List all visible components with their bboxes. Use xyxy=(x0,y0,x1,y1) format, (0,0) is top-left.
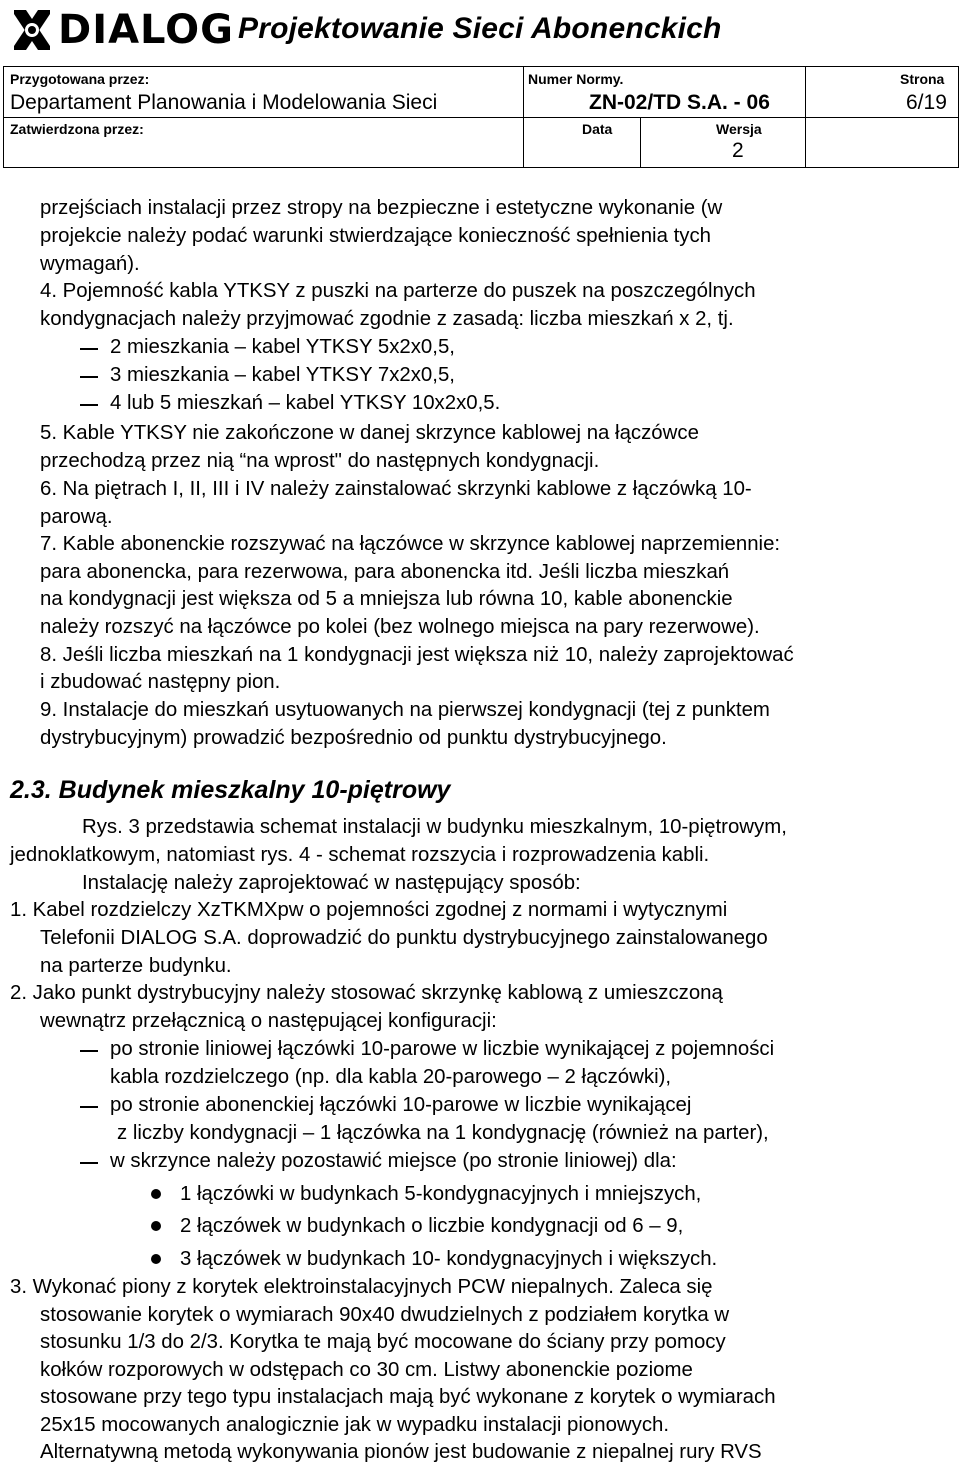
list-item: po stronie liniowej łączówki 10-parowe w liczbie wynikającej z pojemności xyxy=(110,1038,775,1060)
text-line: parową. xyxy=(40,506,113,528)
list-item: 4 lub 5 mieszkań – kabel YTKSY 10x2x0,5. xyxy=(110,392,501,414)
company-logo xyxy=(10,4,234,56)
text-line: 8. Jeśli liczba mieszkań na 1 kondygnacji jest większa niż 10, należy zaprojektować xyxy=(40,644,794,666)
text-line: jednoklatkowym, natomiast rys. 4 - schemat rozszycia i rozprowadzenia kabli. xyxy=(10,844,710,866)
list-item: w skrzynce należy pozostawić miejsce (po stronie liniowej) dla: xyxy=(110,1150,677,1172)
text-line: 6. Na piętrach I, II, III i IV należy zainstalować skrzynki kablowe z łączówką 10- xyxy=(40,478,752,500)
text-line: stosowanie korytek o wymiarach 90x40 dwudzielnych z podziałem korytka w xyxy=(40,1304,730,1326)
list-item: kabla rozdzielczego (np. dla kabla 20-parowego – 2 łączówki), xyxy=(110,1066,672,1088)
text-line: kondygnacjach należy przyjmować zgodnie z zasadą: liczba mieszkań x 2, tj. xyxy=(40,308,734,330)
text-line: wymagań). xyxy=(40,253,140,275)
section-heading: 2.3. Budynek mieszkalny 10-piętrowy xyxy=(10,776,451,804)
text-line: Alternatywną metodą wykonywania pionów jest budowanie z niepalnej rury RVS xyxy=(40,1441,762,1463)
text-line: 7. Kable abonenckie rozszywać na łączówce w skrzynce kablowej naprzemiennie: xyxy=(40,533,781,555)
text-line: 5. Kable YTKSY nie zakończone w danej skrzynce kablowej na łączówce xyxy=(40,422,699,444)
norm-number-label: Numer Normy. xyxy=(528,71,624,87)
dash-bullet-icon xyxy=(80,348,98,350)
text-line: projekcie należy podać warunki stwierdzające konieczność spełnienia tych xyxy=(40,225,711,247)
list-item: z liczby kondygnacji – 1 łączówka na 1 kondygnację (również na parter), xyxy=(117,1122,769,1144)
list-item: 1 łączówki w budynkach 5-kondygnacyjnych i mniejszych, xyxy=(180,1183,702,1205)
prepared-by-label: Przygotowana przez: xyxy=(10,71,150,87)
version-label: Wersja xyxy=(716,121,762,137)
date-label: Data xyxy=(582,121,613,137)
text-line: 25x15 mocowanych analogicznie jak w wypadku instalacji pionowych. xyxy=(40,1414,670,1436)
text-line: przechodzą przez nią “na wprost" do następnych kondygnacji. xyxy=(40,450,600,472)
list-item: 2 mieszkania – kabel YTKSY 5x2x0,5, xyxy=(110,336,455,358)
text-line: dystrybucyjnym) prowadzić bezpośrednio od punktu dystrybucyjnego. xyxy=(40,727,667,749)
text-line: Telefonii DIALOG S.A. doprowadzić do punktu dystrybucyjnego zainstalowanego xyxy=(40,927,768,949)
text-line: wewnątrz przełącznicą o następującej konfiguracji: xyxy=(40,1010,497,1032)
list-item: 3 łączówek w budynkach 10- kondygnacyjnych i większych. xyxy=(180,1248,718,1270)
list-item: 2 łączówek w budynkach o liczbie kondygnacji od 6 – 9, xyxy=(180,1215,684,1237)
document-header-table xyxy=(3,66,959,168)
page-value: 6/19 xyxy=(906,91,947,114)
round-bullet-icon xyxy=(151,1254,161,1264)
version-value: 2 xyxy=(732,139,744,162)
text-line: i zbudować następny pion. xyxy=(40,671,281,693)
dash-bullet-icon xyxy=(80,1162,98,1164)
text-line: stosowane przy tego typu instalacjach mają być wykonane z korytek o wymiarach xyxy=(40,1386,776,1408)
text-line: stosunku 1/3 do 2/3. Korytka te mają być mocowane do ściany przy pomocy xyxy=(40,1331,726,1353)
list-item: po stronie abonenckiej łączówki 10-parowe w liczbie wynikającej xyxy=(110,1094,692,1116)
round-bullet-icon xyxy=(151,1221,161,1231)
approved-by-label: Zatwierdzona przez: xyxy=(10,121,144,137)
document-title: Projektowanie Sieci Abonenckich xyxy=(238,12,722,45)
text-line: należy rozszyć na łączówce po kolei (bez wolnego miejsca na pary rezerwowe). xyxy=(40,616,760,638)
prepared-by-value: Departament Planowania i Modelowania Sieci xyxy=(10,91,438,114)
text-line: kołków rozporowych w odstępach co 30 cm. Listwy abonenckie poziome xyxy=(40,1359,693,1381)
list-item: 3 mieszkania – kabel YTKSY 7x2x0,5, xyxy=(110,364,455,386)
text-line: Rys. 3 przedstawia schemat instalacji w budynku mieszkalnym, 10-piętrowym, xyxy=(82,816,787,838)
logo-text: DIALOG xyxy=(58,7,234,53)
text-line: Instalację należy zaprojektować w następujący sposób: xyxy=(82,872,581,894)
text-line: 4. Pojemność kabla YTKSY z puszki na parterze do puszek na poszczególnych xyxy=(40,280,756,302)
norm-number-value: ZN-02/TD S.A. - 06 xyxy=(589,91,770,114)
dash-bullet-icon xyxy=(80,404,98,406)
text-line: 3. Wykonać piony z korytek elektroinstalacyjnych PCW niepalnych. Zaleca się xyxy=(10,1276,713,1298)
round-bullet-icon xyxy=(151,1189,161,1199)
text-line: przejściach instalacji przez stropy na bezpieczne i estetyczne wykonanie (w xyxy=(40,197,723,219)
text-line: 2. Jako punkt dystrybucyjny należy stosować skrzynkę kablową z umieszczoną xyxy=(10,982,723,1004)
logo-mark-icon xyxy=(10,6,54,54)
page-label: Strona xyxy=(900,71,945,87)
text-line: 1. Kabel rozdzielczy XzTKMXpw o pojemności zgodnej z normami i wytycznymi xyxy=(10,899,728,921)
text-line: 9. Instalacje do mieszkań usytuowanych na pierwszej kondygnacji (tej z punktem xyxy=(40,699,770,721)
dash-bullet-icon xyxy=(80,1106,98,1108)
text-line: na parterze budynku. xyxy=(40,955,232,977)
text-line: na kondygnacji jest większa od 5 a mniejsza lub równa 10, kable abonenckie xyxy=(40,588,733,610)
text-line: para abonencka, para rezerwowa, para abonencka itd. Jeśli liczba mieszkań xyxy=(40,561,730,583)
dash-bullet-icon xyxy=(80,376,98,378)
dash-bullet-icon xyxy=(80,1050,98,1052)
